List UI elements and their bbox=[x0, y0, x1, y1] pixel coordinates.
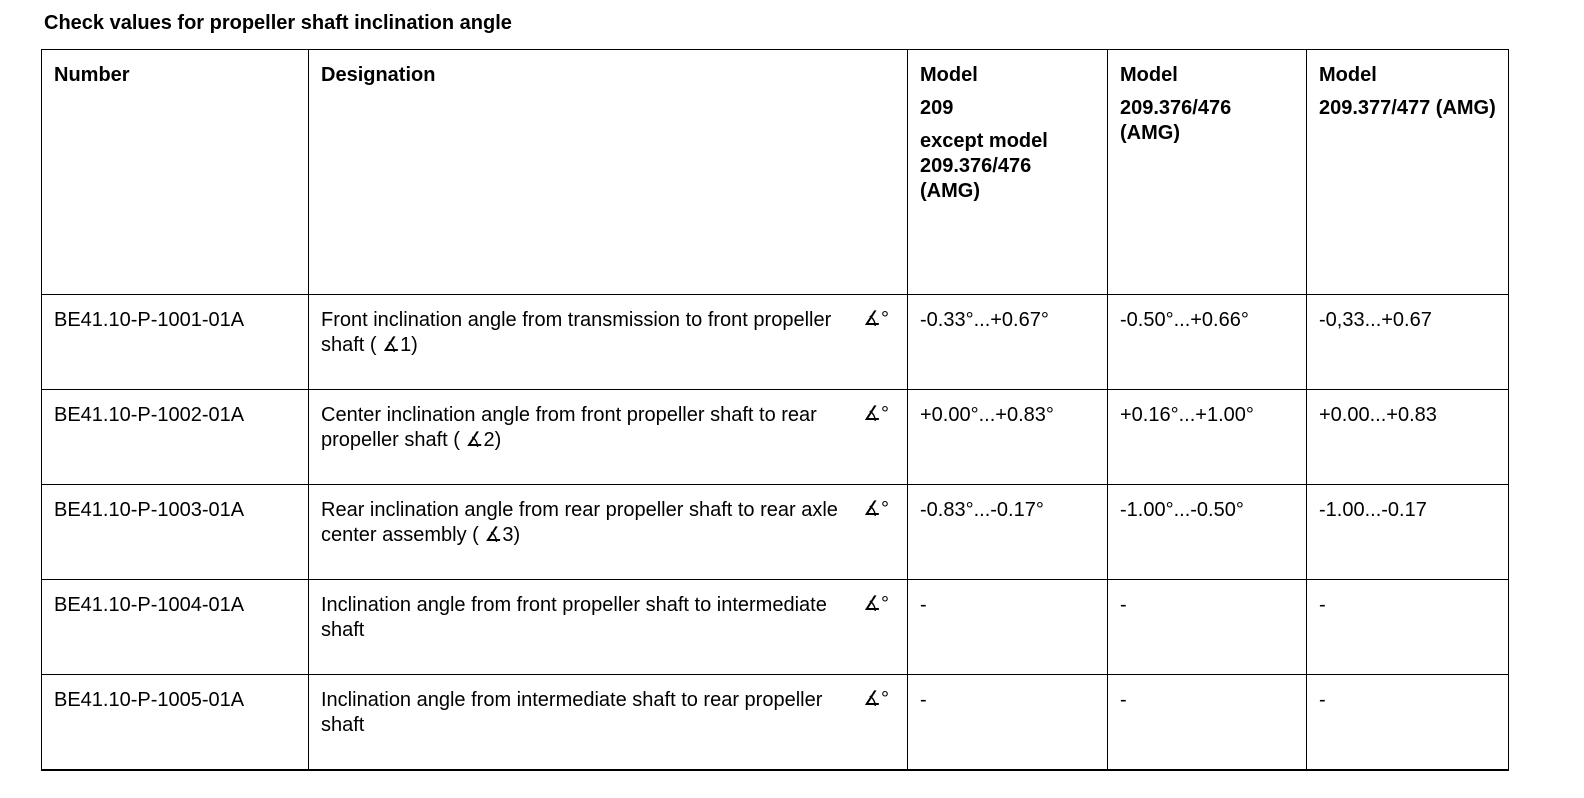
model-label: Model bbox=[1120, 64, 1178, 86]
designation-text: Rear inclination angle from rear propeller shaft to rear axle center assembly ( ∡3) bbox=[321, 499, 838, 546]
value-model-209: - bbox=[908, 580, 1108, 675]
page-title: Check values for propeller shaft inclination angle bbox=[44, 12, 512, 34]
model-number: 209.377/477 (AMG) bbox=[1319, 97, 1496, 119]
angle-icon: ∡° bbox=[863, 688, 889, 710]
value-model-209-377: +0.00...+0.83 bbox=[1307, 390, 1509, 485]
value-model-209: +0.00°...+0.83° bbox=[908, 390, 1108, 485]
header-model-209-376 bbox=[1108, 50, 1307, 295]
row-number: BE41.10-P-1003-01A bbox=[42, 485, 309, 580]
value-model-209-376: - bbox=[1108, 675, 1307, 771]
angle-icon: ∡° bbox=[863, 498, 889, 520]
table-row bbox=[42, 390, 1509, 485]
angle-icon: ∡° bbox=[863, 593, 889, 615]
row-designation bbox=[309, 580, 908, 675]
value-model-209-377: - bbox=[1307, 580, 1509, 675]
value-model-209-377: -0,33...+0.67 bbox=[1307, 295, 1509, 390]
value-model-209-376: +0.16°...+1.00° bbox=[1108, 390, 1307, 485]
value-model-209: -0.33°...+0.67° bbox=[908, 295, 1108, 390]
table-row bbox=[42, 485, 1509, 580]
row-number: BE41.10-P-1002-01A bbox=[42, 390, 309, 485]
header-number: Number bbox=[42, 50, 309, 295]
designation-text: Front inclination angle from transmission to front propeller shaft ( ∡1) bbox=[321, 309, 832, 356]
designation-text: Inclination angle from intermediate shaft to rear propeller shaft bbox=[321, 689, 823, 736]
value-model-209-376: - bbox=[1108, 580, 1307, 675]
value-model-209: -0.83°...-0.17° bbox=[908, 485, 1108, 580]
check-values-table bbox=[41, 49, 1509, 771]
value-model-209-377: - bbox=[1307, 675, 1509, 771]
model-label: Model bbox=[1319, 64, 1377, 86]
table-row bbox=[42, 580, 1509, 675]
designation-text: Inclination angle from front propeller shaft to intermediate shaft bbox=[321, 594, 827, 641]
value-model-209: - bbox=[908, 675, 1108, 771]
table-header-row bbox=[42, 50, 1509, 295]
row-designation bbox=[309, 485, 908, 580]
designation-text: Center inclination angle from front propeller shaft to rear propeller shaft ( ∡2) bbox=[321, 404, 817, 451]
row-number: BE41.10-P-1001-01A bbox=[42, 295, 309, 390]
table-row bbox=[42, 295, 1509, 390]
row-designation bbox=[309, 295, 908, 390]
value-model-209-376: -1.00°...-0.50° bbox=[1108, 485, 1307, 580]
row-designation bbox=[309, 675, 908, 771]
row-number: BE41.10-P-1005-01A bbox=[42, 675, 309, 771]
header-model-209-377 bbox=[1307, 50, 1509, 295]
angle-icon: ∡° bbox=[863, 308, 889, 330]
model-label: Model bbox=[920, 64, 978, 86]
model-number: 209.376/476 (AMG) bbox=[1120, 97, 1232, 144]
row-number: BE41.10-P-1004-01A bbox=[42, 580, 309, 675]
model-number: 209 bbox=[920, 97, 954, 119]
value-model-209-376: -0.50°...+0.66° bbox=[1108, 295, 1307, 390]
header-designation: Designation bbox=[309, 50, 908, 295]
angle-icon: ∡° bbox=[863, 403, 889, 425]
model-note: except model 209.376/476 (AMG) bbox=[920, 130, 1048, 202]
table-row bbox=[42, 675, 1509, 771]
row-designation bbox=[309, 390, 908, 485]
value-model-209-377: -1.00...-0.17 bbox=[1307, 485, 1509, 580]
header-model-209 bbox=[908, 50, 1108, 295]
